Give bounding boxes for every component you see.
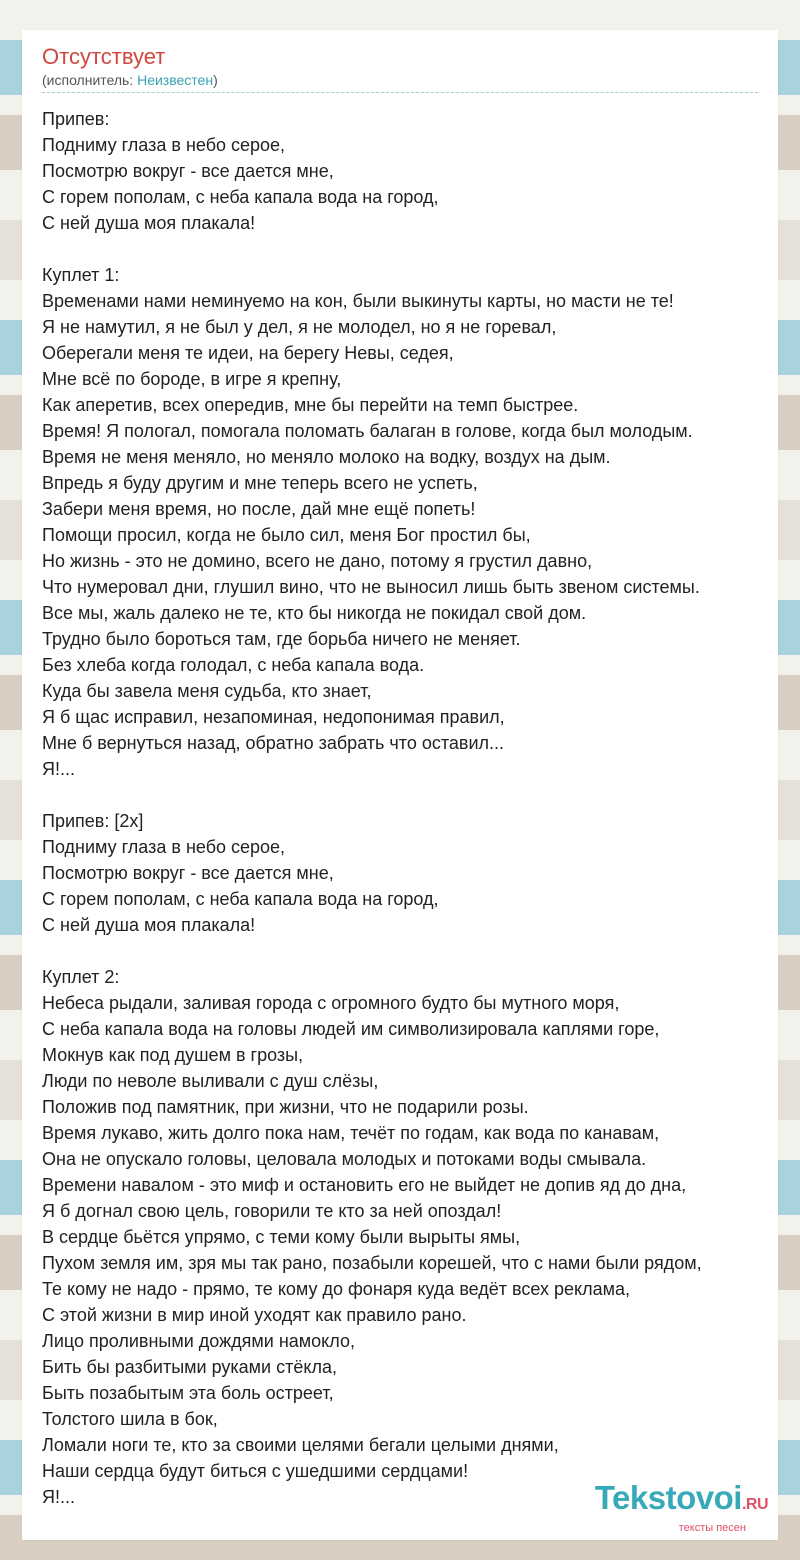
lyrics-line: Ломали ноги те, кто за своими целями бегали целыми днями, [42, 1435, 559, 1455]
lyrics-line: Лицо проливными дождями намокло, [42, 1331, 355, 1351]
lyrics-line: Небеса рыдали, заливая города с огромного будто бы мутного моря, [42, 993, 620, 1013]
lyrics-line: Те кому не надо - прямо, те кому до фонаря куда ведёт всех реклама, [42, 1279, 631, 1299]
subtitle-suffix: ) [213, 72, 218, 88]
lyrics-line: Посмотрю вокруг - все дается мне, [42, 863, 334, 883]
lyrics-line: Я!... [42, 759, 76, 779]
lyrics-line: Люди по неволе выливали с душ слёзы, [42, 1071, 379, 1091]
lyrics-line: Быть позабытым эта боль остреет, [42, 1383, 334, 1403]
lyrics-blank-line [42, 938, 774, 964]
lyrics-line: Мне всё по бороде, в игре я крепну, [42, 369, 342, 389]
lyrics-blank-line [42, 236, 774, 262]
lyrics-line: Время лукаво, жить долго пока нам, течёт по годам, как вода по канавам, [42, 1123, 660, 1143]
lyrics-line: Трудно было бороться там, где борьба ничего не меняет. [42, 629, 521, 649]
lyrics-line: Толстого шила в бок, [42, 1409, 218, 1429]
lyrics-line: Я б щас исправил, незапоминая, недопонимая правил, [42, 707, 505, 727]
lyrics-line: Припев: [42, 109, 110, 129]
song-subtitle [42, 70, 758, 90]
lyrics-line: Мокнув как под душем в грозы, [42, 1045, 304, 1065]
lyrics-line: С ней душа моя плакала! [42, 213, 256, 233]
logo-tld: .RU [741, 1496, 768, 1513]
lyrics-line: Я!... [42, 1487, 76, 1507]
lyrics-line: Оберегали меня те идеи, на берегу Невы, седея, [42, 343, 454, 363]
lyrics-card [22, 30, 778, 1540]
lyrics-line: Она не опускало головы, целовала молодых и потоками воды смывала. [42, 1149, 647, 1169]
lyrics-line: Что нумеровал дни, глушил вино, что не выносил лишь быть звеном системы. [42, 577, 700, 597]
lyrics-line: Все мы, жаль далеко не те, кто бы никогда не покидал свой дом. [42, 603, 587, 623]
lyrics-line: Подниму глаза в небо серое, [42, 837, 286, 857]
lyrics-line: В сердце бьётся упрямо, с теми кому были вырыты ямы, [42, 1227, 521, 1247]
lyrics-line: Бить бы разбитыми руками стёкла, [42, 1357, 337, 1377]
lyrics-line: Подниму глаза в небо серое, [42, 135, 286, 155]
lyrics-line: С горем пополам, с неба капала вода на город, [42, 889, 439, 909]
lyrics-line: Забери меня время, но после, дай мне ещё попеть! [42, 499, 476, 519]
logo-name: Tekstovoi [594, 1479, 742, 1516]
lyrics-line: Времени навалом - это миф и остановить его не выйдет не допив яд до дна, [42, 1175, 687, 1195]
lyrics-line: С горем пополам, с неба капала вода на город, [42, 187, 439, 207]
lyrics-line: Мне б вернуться назад, обратно забрать что оставил... [42, 733, 505, 753]
song-title: Отсутствует [42, 44, 166, 69]
lyrics-line: С ней душа моя плакала! [42, 915, 256, 935]
lyrics-line: С неба капала вода на головы людей им символизировала каплями горе, [42, 1019, 660, 1039]
lyrics-line: С этой жизни в мир иной уходят как правило рано. [42, 1305, 467, 1325]
logo-tagline: тексты песен [678, 1522, 746, 1534]
lyrics-line: Без хлеба когда голодал, с неба капала вода. [42, 655, 425, 675]
lyrics-line: Как аперетив, всех опередив, мне бы перейти на темп быстрее. [42, 395, 579, 415]
lyrics-line: Куплет 1: [42, 265, 120, 285]
lyrics-line: Куда бы завела меня судьба, кто знает, [42, 681, 372, 701]
lyrics-blank-line [42, 782, 774, 808]
lyrics-line: Впредь я буду другим и мне теперь всего не успеть, [42, 473, 478, 493]
lyrics-line: Время не меня меняло, но меняло молоко на водку, воздух на дым. [42, 447, 611, 467]
lyrics-text [42, 106, 774, 1510]
lyrics-line: Наши сердца будут биться с ушедшими сердцами! [42, 1461, 469, 1481]
lyrics-line: Я б догнал свою цель, говорили те кто за ней опоздал! [42, 1201, 502, 1221]
subtitle-prefix: (исполнитель: [42, 72, 138, 88]
lyrics-line: Положив под памятник, при жизни, что не подарили розы. [42, 1097, 529, 1117]
lyrics-line: Время! Я пологал, помогала поломать балаган в голове, когда был молодым. [42, 421, 693, 441]
lyrics-line: Посмотрю вокруг - все дается мне, [42, 161, 334, 181]
song-header [42, 44, 758, 90]
lyrics-line: Пухом земля им, зря мы так рано, позабыли корешей, что с нами были рядом, [42, 1253, 702, 1273]
lyrics-line: Временами нами неминуемо на кон, были выкинуты карты, но масти не те! [42, 291, 674, 311]
lyrics-line: Но жизнь - это не домино, всего не дано, потому я грустил давно, [42, 551, 593, 571]
site-logo[interactable] [595, 1481, 768, 1534]
artist-link[interactable]: Неизвестен [137, 72, 214, 88]
lyrics-line: Я не намутил, я не был у дел, я не молодел, но я не горевал, [42, 317, 557, 337]
lyrics-line: Куплет 2: [42, 967, 120, 987]
header-divider [42, 92, 758, 93]
lyrics-line: Припев: [2x] [42, 811, 144, 831]
lyrics-line: Помощи просил, когда не было сил, меня Бог простил бы, [42, 525, 531, 545]
